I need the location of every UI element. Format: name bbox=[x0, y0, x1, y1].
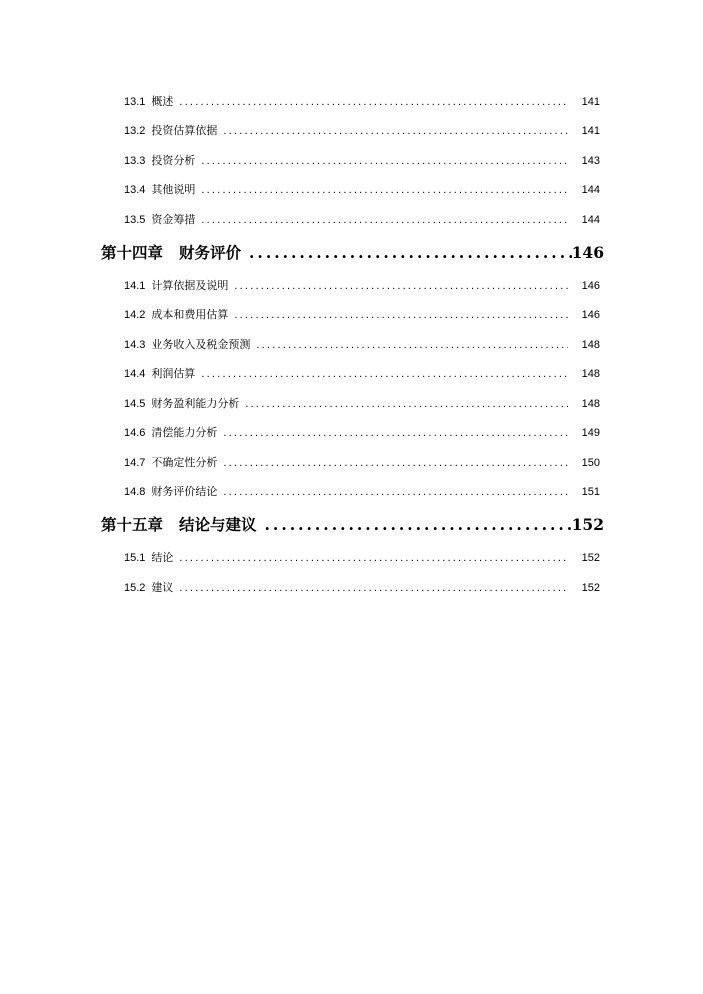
toc-entry-number: 14.8 bbox=[124, 486, 146, 498]
toc-entry-title: 其他说明 bbox=[151, 184, 196, 196]
toc-entry-14-5[interactable] bbox=[124, 395, 600, 411]
toc-dot-leader bbox=[223, 486, 567, 498]
toc-entry-number: 15.1 bbox=[124, 552, 146, 564]
toc-chapter-title: 财务评价 bbox=[179, 243, 242, 262]
toc-entry-title: 成本和费用估算 bbox=[151, 309, 229, 321]
toc-entry-title: 利润估算 bbox=[151, 368, 196, 380]
toc-dot-leader bbox=[256, 339, 567, 351]
toc-entry-number: 14.6 bbox=[124, 427, 146, 439]
toc-chapter-number: 第十四章 bbox=[101, 243, 164, 262]
toc-entry-title: 资金筹措 bbox=[151, 214, 196, 226]
toc-entry-14-3[interactable] bbox=[124, 336, 600, 352]
toc-dot-leader bbox=[201, 155, 567, 167]
toc-entry-title: 结论 bbox=[151, 552, 174, 564]
toc-entry-page: 146 bbox=[581, 280, 600, 292]
toc-entry-number: 13.5 bbox=[124, 214, 146, 226]
toc-entry-title: 财务评价结论 bbox=[151, 486, 218, 498]
toc-entry-14-7[interactable] bbox=[124, 454, 600, 470]
toc-chapter-title: 结论与建议 bbox=[179, 515, 257, 534]
toc-entry-number: 14.4 bbox=[124, 368, 146, 380]
toc-entry-number: 13.4 bbox=[124, 184, 146, 196]
toc-entry-title: 财务盈利能力分析 bbox=[151, 398, 240, 410]
toc-dot-leader bbox=[201, 214, 567, 226]
toc-entry-page: 151 bbox=[581, 486, 600, 498]
toc-entry-title: 计算依据及说明 bbox=[151, 280, 229, 292]
toc-entry-number: 14.2 bbox=[124, 309, 146, 321]
toc-dot-leader bbox=[179, 96, 567, 108]
toc-entry-page: 148 bbox=[581, 368, 600, 380]
toc-entry-page: 143 bbox=[581, 155, 600, 167]
toc-chapter-14[interactable] bbox=[101, 241, 604, 263]
toc-dot-leader bbox=[179, 582, 567, 594]
toc-entry-13-5[interactable] bbox=[124, 211, 600, 227]
toc-dot-leader bbox=[265, 515, 572, 534]
toc-entry-page: 148 bbox=[581, 339, 600, 351]
toc-entry-page: 141 bbox=[581, 96, 600, 108]
toc-entry-number: 13.3 bbox=[124, 155, 146, 167]
toc-entry-page: 152 bbox=[581, 582, 600, 594]
toc-entry-15-2[interactable] bbox=[124, 579, 600, 595]
toc-chapter-page: 146 bbox=[571, 243, 604, 262]
toc-dot-leader bbox=[234, 309, 567, 321]
toc-entry-title: 建议 bbox=[151, 582, 174, 594]
toc-entry-14-4[interactable] bbox=[124, 365, 600, 381]
toc-entry-13-3[interactable] bbox=[124, 152, 600, 168]
toc-entry-14-1[interactable] bbox=[124, 277, 600, 293]
toc-entry-13-2[interactable] bbox=[124, 122, 600, 138]
toc-dot-leader bbox=[223, 125, 567, 137]
toc-chapter-number: 第十五章 bbox=[101, 515, 164, 534]
toc-dot-leader bbox=[179, 552, 567, 564]
toc-entry-number: 14.7 bbox=[124, 457, 146, 469]
toc-entry-title: 概述 bbox=[151, 96, 174, 108]
toc-entry-page: 144 bbox=[581, 214, 600, 226]
toc-chapter-15[interactable] bbox=[101, 513, 604, 535]
toc-entry-14-6[interactable] bbox=[124, 424, 600, 440]
toc-entry-number: 15.2 bbox=[124, 582, 146, 594]
toc-entry-14-2[interactable] bbox=[124, 306, 600, 322]
toc-dot-leader bbox=[234, 280, 567, 292]
toc-dot-leader bbox=[249, 243, 572, 262]
toc-entry-page: 149 bbox=[581, 427, 600, 439]
toc-entry-page: 152 bbox=[581, 552, 600, 564]
toc-entry-number: 13.1 bbox=[124, 96, 146, 108]
toc-entry-14-8[interactable] bbox=[124, 483, 600, 499]
toc-entry-13-4[interactable] bbox=[124, 181, 600, 197]
toc-entry-title: 业务收入及税金预测 bbox=[151, 339, 251, 351]
toc-entry-page: 144 bbox=[581, 184, 600, 196]
toc-dot-leader bbox=[245, 398, 567, 410]
toc-entry-13-1[interactable] bbox=[124, 93, 600, 109]
toc-dot-leader bbox=[223, 457, 567, 469]
toc-chapter-page: 152 bbox=[571, 515, 604, 534]
toc-entry-title: 清偿能力分析 bbox=[151, 427, 218, 439]
toc-dot-leader bbox=[201, 368, 567, 380]
toc-entry-15-1[interactable] bbox=[124, 549, 600, 565]
toc-entry-number: 14.5 bbox=[124, 398, 146, 410]
toc-entry-number: 13.2 bbox=[124, 125, 146, 137]
toc-entry-page: 150 bbox=[581, 457, 600, 469]
toc-entry-page: 141 bbox=[581, 125, 600, 137]
toc-dot-leader bbox=[201, 184, 567, 196]
toc-entry-title: 投资分析 bbox=[151, 155, 196, 167]
toc-entry-title: 不确定性分析 bbox=[151, 457, 218, 469]
toc-entry-number: 14.1 bbox=[124, 280, 146, 292]
toc-entry-number: 14.3 bbox=[124, 339, 146, 351]
toc-entry-page: 148 bbox=[581, 398, 600, 410]
toc-entry-page: 146 bbox=[581, 309, 600, 321]
toc-entry-title: 投资估算依据 bbox=[151, 125, 218, 137]
toc-dot-leader bbox=[223, 427, 567, 439]
